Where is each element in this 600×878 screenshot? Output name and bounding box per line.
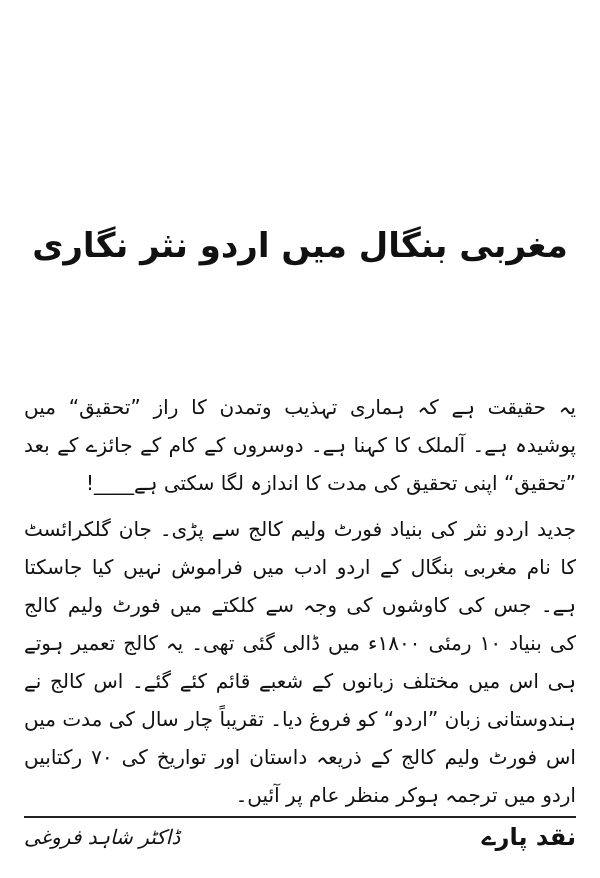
paragraph-2: جدید اردو نثر کی بنیاد فورٹ ولیم کالج سے پڑی۔ جان گلکرائسٹ کا نام مغربی بنگال کے اردو ادب میں فراموش نہیں کیا جاسکتا ہے۔ جس کی کاوشوں کی وجہ سے کلکتے میں فورٹ ولیم کالج کی بنیاد ۱۰ رمئی ۱۸۰۰ء میں ڈالی گئی تھی۔ یہ کالج تعمیر ہوتے ہی اس میں مختلف زبانوں کے شعبے قائم کئے گئے۔ اس کالج نے ہندوستانی زبان ”اردو“ کو فروغ دیا۔ تقریباً چار سال کی مدت میں اس فورٹ ولیم کالج کے ذریعہ داستان اور تواریخ کی ۷۰ رکتابیں اردو میں ترجمہ ہوکر منظر عام پر آئیں۔ [24,517,576,807]
article-title: مغربی بنگال میں اردو نثر نگاری [32,226,568,266]
paragraph-1: یہ حقیقت ہے کہ ہماری تہذیب وتمدن کا راز ”تحقیق“ میں پوشیدہ ہے۔ آلملک کا کہنا ہے۔ دوسروں کے کام کے جائزے کے بعد ”تحقیق“ اپنی تحقیق کی مدت کا اندازہ لگا سکتی ہے____! [24,395,576,495]
article-body [24,388,576,822]
footer-divider [24,816,576,818]
section-name: نقد پارے [481,823,576,851]
author-name: ڈاکٹر شاہد فروغی [24,825,181,849]
